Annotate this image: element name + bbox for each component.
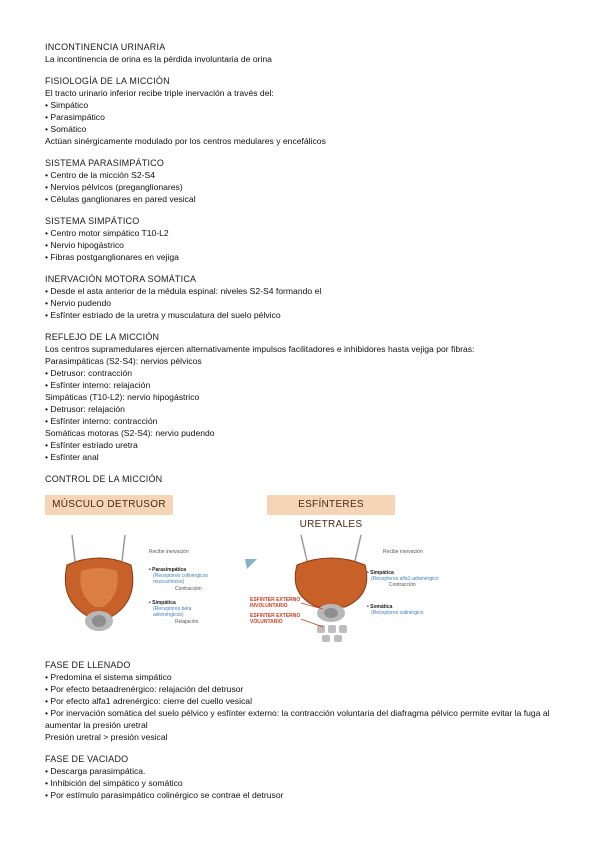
list-item: • Detrusor: contracción [45,368,133,378]
label-simpatica-receptores-right: (Receptores alfa1-adrenérgico [371,576,439,582]
section-title: FISIOLOGÍA DE LA MICCIÓN [45,76,170,86]
text-line: Somáticas motoras (S2-S4): nervio pudendo [45,428,215,438]
list-item: • Esfínter interno: contracción [45,416,158,426]
list-item: • Descarga parasimpática. [45,766,146,776]
section-title: SISTEMA SIMPÁTICO [45,216,140,226]
list-item: • Células ganglionares en pared vesical [45,194,196,204]
banner-musculo-detrusor: MÚSCULO DETRUSOR [45,495,173,515]
section-llenado [45,659,575,743]
list-item: • Esfínter anal [45,452,99,462]
list-item: • Nervio pudendo [45,298,112,308]
label-voluntario: VOLUNTARIO [250,619,283,625]
outro-text: Actúan sinérgicamente modulado por los centros medulares y encefálicos [45,136,326,146]
section-parasimpatico [45,157,575,205]
label-parasimpatica: • Parasimpática [149,567,187,573]
section-somatica [45,273,575,321]
list-item: • Por inervación somática del suelo pélvico y esfínter externo: la contracción voluntaria del diafragma pélvico permite evitar la fuga al aumentar la presión uretral [45,708,550,730]
section-title: INERVACIÓN MOTORA SOMÁTICA [45,274,197,284]
list-item: • Desde el asta anterior de la médula espinal: niveles S2-S4 formando el [45,286,322,296]
list-item: • Inhibición del simpático y somático [45,778,183,788]
label-simpatica-left: • Simpática [149,600,176,606]
section-simpatico [45,215,575,263]
label-somatica-receptores: (Receptores colinérgico [371,610,424,616]
text-line: Los centros supramedulares ejercen alternativamente impulsos facilitadores e inhibidores hasta vejiga por fibras: [45,344,475,354]
text-line: Simpáticas (T10-L2): nervio hipogástrico [45,392,200,402]
text-line: Parasimpáticas (S2-S4): nervios pélvicos [45,356,202,366]
list-item: • Predomina el sistema simpático [45,672,172,682]
list-item: • Esfínter interno: relajación [45,380,151,390]
label-esfinter-externo-voluntario: ESFINTER EXTERNO [250,613,301,619]
label-contraccion-left: Contracción [175,586,202,592]
list-item: • Por estímulo parasimpático colinérgico se contrae el detrusor [45,790,284,800]
list-item: • Parasimpático [45,112,105,122]
list-item: • Fibras postganglionares en vejiga [45,252,179,262]
label-relajacion: Relajación [175,619,199,625]
section-vaciado [45,753,575,801]
label-contraccion-right: Contracción [389,582,416,588]
list-item: • Nervio hipogástrico [45,240,124,250]
label-recibe-right: Recibe inervación [383,549,423,555]
list-item: • Centro motor simpático T10-L2 [45,228,169,238]
label-simpatica-receptores-left-2: adrenérgicos) [153,612,184,618]
label-simpatica-right: • Simpática [367,570,394,576]
label-recibe-left: Recibe inervación [149,549,189,555]
list-item: • Esfínter estriado de la uretra y musculatura del suelo pélvico [45,310,281,320]
list-item: • Esfínter estriado uretra [45,440,138,450]
section-title: SISTEMA PARASIMPÁTICO [45,158,165,168]
section-title: REFLEJO DE LA MICCIÓN [45,332,160,342]
label-simpatica-receptores-left: (Receptores beta [153,606,192,612]
control-figure [45,491,455,651]
definition-text: La incontinencia de orina es la pérdida involuntaria de orina [45,54,272,64]
section-reflejo [45,331,575,463]
section-fisiologia [45,75,575,147]
list-item: • Somático [45,124,87,134]
list-item: • Detrusor: relajación [45,404,125,414]
list-item: • Por efecto alfa1 adrenérgico: cierre del cuello vesical [45,696,252,706]
section-control [45,473,575,651]
list-item: • Nervios pélvicos (preganglionares) [45,182,183,192]
section-incontinencia [45,41,575,65]
text-line: Presión uretral > presión vesical [45,732,168,742]
bladder-right-illustration [245,535,367,642]
banner-esfinteres-uretrales: ESFÍNTERES URETRALES [267,495,395,515]
section-title: FASE DE LLENADO [45,660,131,670]
label-parasimpatica-receptores: (Receptores colinérgicos [153,573,209,579]
section-title: INCONTINENCIA URINARIA [45,42,166,52]
list-item: • Simpático [45,100,89,110]
label-parasimpatica-receptores-2: muscarínicos) [153,579,185,585]
document-page [45,41,575,811]
label-esfinter-externo-involuntario: ESFINTER EXTERNO [250,597,301,603]
label-involuntario: INVOLUNTARIO [250,603,288,609]
list-item: • Centro de la micción S2-S4 [45,170,156,180]
section-title: CONTROL DE LA MICCIÓN [45,474,163,484]
intro-text: El tracto urinario inferior recibe triple inervación a través del: [45,88,274,98]
bladder-left-illustration [65,535,132,631]
label-somatica: • Somática [367,604,393,610]
list-item: • Por efecto betaadrenérgico: relajación del detrusor [45,684,244,694]
section-title: FASE DE VACIADO [45,754,129,764]
